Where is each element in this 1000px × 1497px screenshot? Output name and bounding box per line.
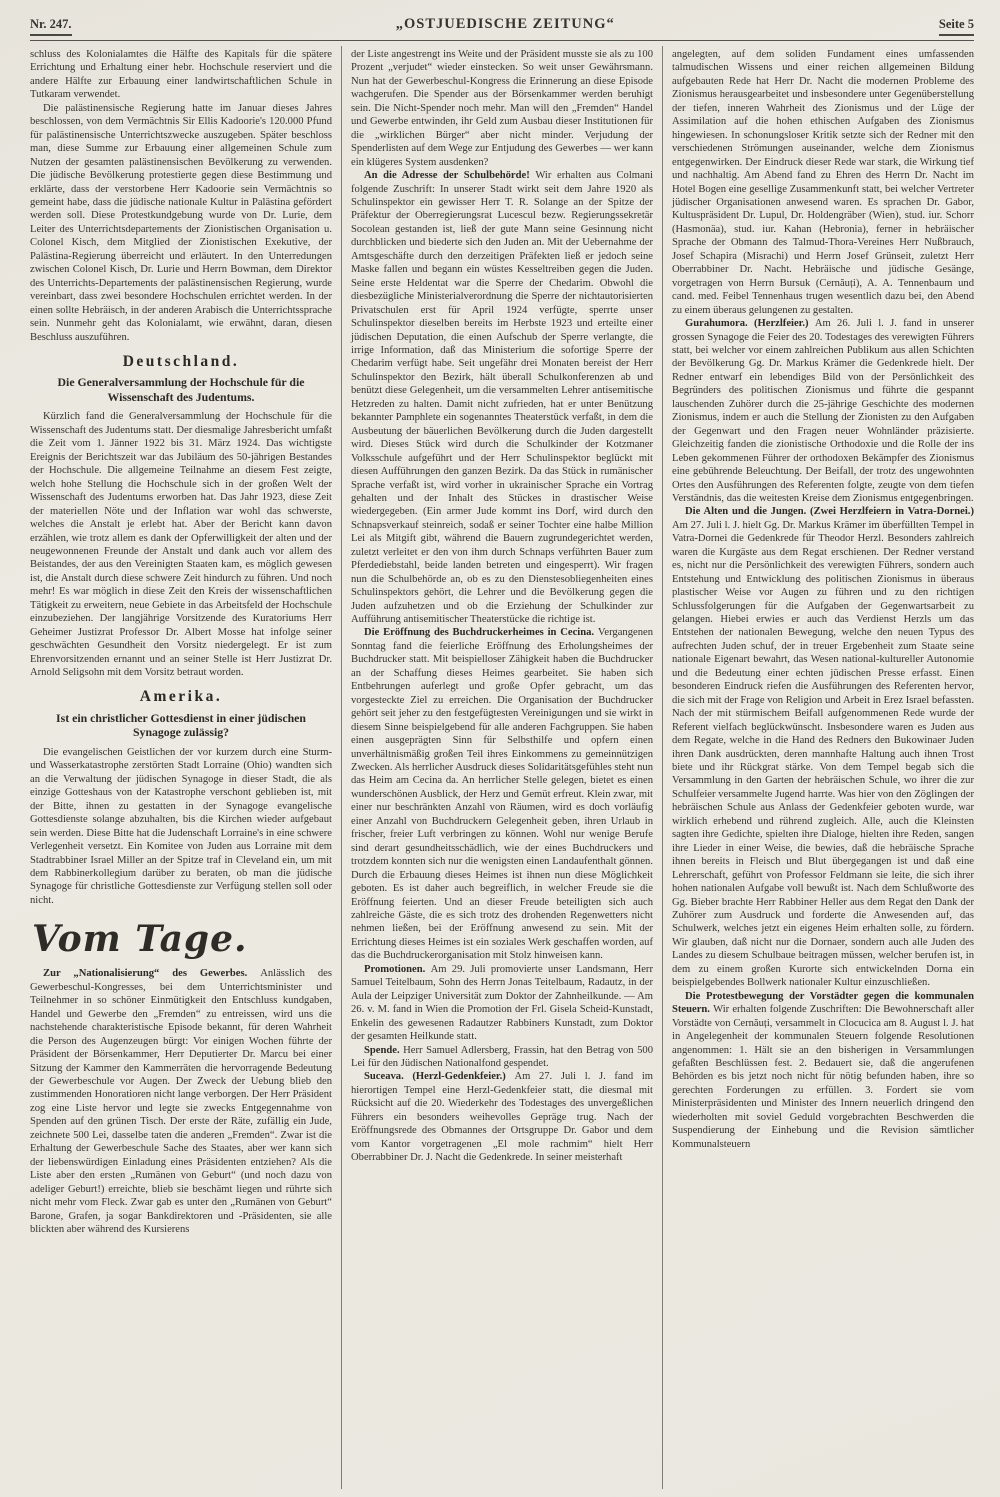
article-paragraph: Kürzlich fand die Generalversammlung der Hochschule für die Wissenschaft des Judentums statt. Der diesmalige Jahresbericht umfaßt die Zeit vom 1. Jänner 1922 bis 31. März 1924. Das wichtigste Ereignis der Berichtszeit war das Jubiläum des 50-jährigen Bestandes der Hochschule. Die allgemeine Teilnahme an diesem Fest zeigte, welch hohe Stellung die Hochschule sich in der großen Welt der Wissenschaft des Judentums erworben hat. Das Jahr 1923, diese Zeit der materiellen Nöte und der Inflation war wohl das schwerste, welches die Anstalt je erlebt hat. Aber der Bericht kann davon erzählen, wie trotz allem es dank der Opferwilligkeit der alten und der neugewonnenen Freunde der Anstalt und dank auch vor allem des Beistandes, der aus den Vereinigten Staaten kam, es möglich gewesen ist, die Anstalt durch diese schwere Zeit hindurch zu führen. Und noch mehr! Es war möglich in diese Zeit den Kreis der wissenschaftlichen Tätigkeit zu erweitern, neue Gebiete in das Arbeitsfeld der Hochschule einzubeziehen. Der langjährige Vorsitzende des Kuratoriums Herr Geheimer Justizrat Professor Dr. Albert Mosse hat infolge seiner geschwächten Gesundheit den Vorsitz niedergelegt. Er ist zum Ehrenvorsitzenden ernannt und an seiner Stelle ist Herr Justizrat Dr. Arnold Seligsohn mit dem Vorsitz betraut worden. [30,411,333,679]
article-paragraph: Spende. Herr Samuel Adlersberg, Frassin, hat den Betrag von 500 Lei für den Jüdischen Nationalfond gespendet. [351,1044,653,1069]
article-paragraph: Die Protestbewegung der Vorstädter gegen die kommunalen Steuern. Wir erhalten folgende Zuschriften: Die Bewohnerschaft aller Vorstädte von Cernăuți, versammelt in Clocucica am 8. August l. J. hat in Angelegenheit der kommunalen Steuern folgende Resolutionen angenommen: 1. Hält sie an den bisherigen in Versammlungen gefaßten Beschlüssen fest. 2. Bedauert sie, daß die angerufenen Behörden es bis jetzt noch nicht für nötig befunden haben, ihre so gerechten Forderungen zu erfüllen. 3. Fordert sie vom Ministerpräsidenten und Minister des Innern neuerlich dringend den wiederholten mit soviel Geduld vorgebrachten Beschwerden die Suspendierung der Einhebung und die Revision sämtlicher Kommunalsteuern [672,990,974,1150]
paragraph-lead: Die Protestbewegung der Vorstädter gegen die kommunalen Steuern. [672,990,974,1016]
article-paragraph: Die Eröffnung des Buchdruckerheimes in Cecina. Vergangenen Sonntag fand die feierliche Eröffnung des Erholungsheimes der Buchdrucker statt. Mit beispielloser Zähigkeit haben die Buchdrucker an der Schaffung dieses Heimes gearbeitet. Sie haben sich Entbehrungen auferlegt und große Opfer gebracht, um das vorgesteckte Ziel zu erreichen. Die Organisation der Buchdrucker gehört seit jeher zu den festgefügtesten Vereinigungen und sie wirkt in diesem Sinne beispielgebend für alle anderen Fachgruppen. Sie haben einen ausgeprägten Sinn für Selbsthilfe und opfern einen unverhältnismäßig großen Teil ihres Einkommens zu gemeinnützigen Zwecken. Als herrlicher Ausdruck dieses Solidaritätsgefühles steht nun das Heim am Cecina da. An herrlicher Stelle gelegen, bietet es einen wunderschönen Ausblick, der Herz und Gemüt erfreut. Klein zwar, mit einer nur beschränkten Anzahl von Räumen, wird es doch vorläufig einer Anzahl von Buchdruckern Gelegenheit geben, ihren Urlaub in frischer, freier Luft verbringen zu können. Wohl nur wenige Berufe sind derart gesundheitsschädlich, wie der eines Buchdruckers und trotzdem konnten sich nur die wenigsten einen Landaufenthalt gönnen. Durch die Erbauung dieses Heimes ist ihnen nun diese Möglichkeit geboten. Es ist daher auch begreiflich, in welcher Freude sie die Eröffnung feierten. Und an dieser Freude beteiligten sich auch zahlreiche Gäste, die es sich trotz des drohenden Regenwetters nicht nehmen ließen, bei der Eröffnung anwesend zu sein. Mit der Errichtung dieses Heimes ist ein soziales Werk geschaffen worden, auf das die Buchdruckerorganisation mit Stolz hinweisen kann. [351,627,653,962]
paragraph-lead: Spende. [364,1044,404,1056]
article-paragraph: Suceava. (Herzl-Gedenkfeier.) Am 27. Juli l. J. fand im hierortigen Tempel eine Herzl-Gedenkfeier statt, die diesmal mit Rücksicht auf die 20. Wiederkehr des Todestages des unvergeßlichen Führers ein besonders weihevolles Gepräge trug. Nach der Eröffnungsrede des Obmannes der Ortsgruppe Dr. Gabor und dem vom Kantor vorgetragenen „El mole rachmim“ hielt Herr Oberrabbiner Dr. J. Nacht die Gedenkrede. In seiner meisterhaft [351,1071,654,1164]
article-paragraph: Zur „Nationalisierung“ des Gewerbes. Anlässlich des Gewerbeschul-Kongresses, bei dem Unterrichtsminister und Teilnehmer in so schöner Einmütigkeit den Entschluss kundgaben, Handel und Gewerbe den „Fremden“ zu entreissen, wird uns die nachstehende charakteristische Episode bekannt, für deren Wahrheit die Person des Augenzeugen bürgt: Vor einigen Wochen führte der Präsident der Börsenkammer, Herr Deputierter Dr. Marcu bei einer Sitzung der Kammer den Kammerräten die hervorragende Bedeutung der Gewerbeschule vor Augen. Der Zweck der Uebung blieb den zustimmenden Honoratioren nicht lange verborgen. Der Herr Präsident zog eine Liste hervor und legte sie zwecks Entgegennahme von Spenden auf den grünen Tisch. Der erste der Räte, zufällig ein Jude, zeichnete 500 Lei, dasselbe taten die anderen „Fremden“. Zwar ist die Erhaltung der Gewerbeschule Sache des Staates, aber wer kann sich der liebenswürdigen Einladung eines Präsidenten entziehen? Als die Liste aber den ersten „Rumänen von Geburt“ (und noch dazu von adeliger Geburt!) erreichte, blieb sie beschämt liegen und rührte sich nicht mehr vom Fleck. Zwar gab es unter den „Rumänen von Geburt“ Barone, Grafen, ja sogar Bankdirektoren und -Präsidenten, sie alle blickten aber während des Kursierens [30,968,332,1235]
article-paragraph: Die palästinensische Regierung hatte im Januar dieses Jahres beschlossen, von dem Vermächtnis Sir Ellis Kadoorie's 120.000 Pfund für palästinensische Unterrichtszwecke auszugeben. Später beschloss man, diese Summe zur Erbauung einer allgemeinen Schule zum Nutzen der gesamten palästinensischen Bevölkerung zu verwenden. Die jüdische Bevölkerung protestierte gegen diese Bestimmung und erklärte, dass der verstorbene Herr Kadoorie sein Vermächtnis so gemeint habe, dass die jüdische nationale Kultur in Palästina gefördert werden soll. Diese Protestkundgebung wurde von Dr. Lurie, dem Leiter des Unterrichtsdepartements der Zionistischen Organisation u. Colonel Kisch, dem Mitglied der Zionistischen Exekutive, der Palästina-Regierung überreicht und erläutert. In den Unterredungen zwischen Colonel Kisch, Dr. Lurie und Herrn Bowman, dem Direktor des Unterrichts-Departements der palästinensischen Regierung, wurde vereinbart, dass zwei besondere Hochschulen errichtet werden. In der einen sollte Hebräisch, in der anderen Arabisch die Unterrichtssprache sein. Nunmehr geht das Kolonialamt, wie erwähnt, daran, diesen Beschluss auszuführen. [30,102,332,343]
paragraph-lead: Gurahumora. (Herzlfeier.) [685,318,815,330]
article-paragraph: angelegten, auf dem soliden Fundament eines umfassenden talmudischen Wissens und einer reichen allgemeinen Bildung aufgebauten Rede hat Herr Dr. Nacht die modernen Probleme des Zionismus herausgearbeitet und insbesondere unter Gegenüberstellung der tiefen, inneren Wahrheit des Zionismus und der Lüge der Assimilation auf die hohen ethischen Aufgaben des Zionismus hingewiesen. In schonungsloser Kritik setzte sich der Redner mit den verschiedenen Strömungen auseinander, welche dem Zionismus entgegenwirken. Der Eindruck dieser Rede war stark, die Wirkung tief und nachhaltig. Am Abend fand zu Ehren des Herrn Dr. Nacht im Hotel Bogen eine gesellige Zusammenkunft statt, bei welcher Vertreter jüdischer Organisationen anwesend waren. Es sprachen Dr. Gabor, Kultuspräsident Dr. Lupul, Dr. Holdengräber (Wien), stud. iur. Schorr (Hasmonäa), stud. iur. Kahan (Hebronia), ferner in hebräischer Sprache der Obmann des Talmud-Thora-Vereines Herr Nußbrauch, Josef Schapira (Misrachi) und Herrn Josef Grünseit, zuletzt Herr Oberrabbiner Dr. Nacht. Hebräische und jüdische Gesänge, vorgetragen von Herrn Bursuk (Cernăuți), A. A. Tennenbaum und cand. med. Feibel Tennenhaus trugen wesentlich dazu bei, den Abend zu einem überaus gelungenen zu gestalten. [672,49,974,316]
paragraph-lead: An die Adresse der Schulbehörde! [364,170,536,182]
issue-number: Nr. 247. [30,17,72,36]
column-1 [30,46,341,1489]
paragraph-lead: Zur „Nationalisierung“ des Gewerbes. [43,968,261,980]
page-number: Seite 5 [939,17,974,36]
section-heading: Deutschland. [122,352,240,370]
article-paragraph: schluss des Kolonialamtes die Hälfte des Kapitals für die spätere Errichtung und Erhaltung einer hebr. Hochschule reserviert und die andere Hälfte zur Erbauung einer landwirtschaftlichen Schule in Tutkaram verwendet. [30,49,332,101]
article-paragraph: Promotionen. Am 29. Juli promovierte unser Landsmann, Herr Samuel Teitelbaum, Sohn des Herrn Jonas Teitelbaum, Radautz, in der Aula der Leipziger Universität zum Doktor der Zahnheilkunde. — Am 26. v. M. fand in Wien die Promotion der Frl. Gisela Scheid-Kunstadt, Enkelin des gewesenen Radautzer Rabbiners Kunstadt, zum Doktor der gesamten Heilkunde statt. [351,963,653,1043]
article-paragraph: Gurahumora. (Herzlfeier.) Am 26. Juli l. J. fand in unserer grossen Synagoge die Feier des 20. Todestages des verewigten Führers statt, bei welcher vor einem zahlreichen Publikum aus allen Schichten der Bevölkerung Gg. Dr. Markus Krämer die Gedenkrede hielt. Der Redner entwarf ein lebendiges Bild von der Persönlichkeit des Begründers des politischen Zionismus und führte die gespannt lauschenden Zuhörer durch die 25-jährige Geschichte des modernen Zionismus, indem er auch die Stellung der Zionisten zu den Aufgaben der Gegenwart und den Fragen neuer Wohnländer präzisierte. Gleichzeitig fanden die zionistische Orthodoxie und die Rolle der ins Leben gekommenen Führer der orthodoxen Bekämpfer des Zionismus eine gebührende Beleuchtung. Der Beifall, der trotz des ungewohnten Ortes den Ausführungen des Referenten folgte, zeugte von dem tiefen Verständnis, das die weitesten Kreise dem Zionismus entgegenbringen. [672,318,974,504]
newspaper-title: „OSTJUEDISCHE ZEITUNG“ [395,16,615,32]
article-headline: Die Generalversammlung der Hochschule für die Wissenschaft des Judentums. [57,375,305,404]
section-heading: Amerika. [139,688,223,706]
masthead-rule [30,40,974,41]
rubric-heading: Vom Tage. [32,918,248,961]
article-paragraph: Die evangelischen Geistlichen der vor kurzem durch eine Sturm- und Wasserkatastrophe zerstörten Stadt Lorraine (Ohio) wandten sich an die Verwaltung der jüdischen Synagoge in dieser Stadt, die als einzige Gotteshaus von der Katastrophe verschont geblieben ist, mit der Bitte, ihnen zu gestatten in der Synagoge evangelische Gottesdienste solange abzuhalten, bis die Kirchen wieder aufgebaut sein werden. Diese Bitte hat die Judenschaft Lorraine's in eine schwere Verlegenheit versetzt. Ein Komitee von Juden aus Lorraine mit dem Stadtrabbiner Israel Miller an der Spitze traf in Cleveland ein, um mit dem Rabbinerkollegium darüber zu beraten, ob man die jüdische Synagoge für christliche Gottesdienste zur Verfügung stellen soll oder nicht. [30,746,332,906]
article-headline: Ist ein christlicher Gottesdienst in einer jüdischen Synagoge zulässig? [56,710,306,740]
paragraph-lead: Promotionen. [364,963,431,975]
article-paragraph: An die Adresse der Schulbehörde! Wir erhalten aus Colmani folgende Zuschrift: In unserer Stadt wirkt seit dem Jahre 1920 als Schulinspektor ein gewisser Herr T. R. Solange an der Spitze der Präfektur der Oberregierungsrat Lucescul bezw. Regierungssekretär Socolean gestanden ist, ließ der gute Mann seine Gesinnung nicht durchblicken und biederte sich den Juden an. Mit der Uebernahme der Amtsgeschäfte durch den derzeitigen Präfekten ließ er jedoch seine Maske fallen und begann ein wüstes Kesseltreiben gegen die Juden. Seine erste Heldentat war die Sperre der Chedarim. Obwohl die diesbezügliche Ministerialverordnung die Sperre der nichtautorisierten Privatschulen erst für April 1924 verfügte, sperrte unser Schulinspektor dieselben bereits im Herbste 1923 und erteilte einer jüdischen Deputation, die einen Aufschub der Sperre verlangte, die irrige Information, daß das Ministerium die sofortige Sperre der Chedarim verfügt habe. Seit ungefähr drei Monaten bereist der Herr Schulinspektor den Bezirk, hält überall Schulkonferenzen ab und benützt diese Gelegenheit, um die versammelten Lehrer antisemitische Hetzreden zu halten. Damit nicht zufrieden, hat er unter Benützung bekannter Pamphlete ein sogenanntes Theaterstück verfaßt, in dem die Ausbeutung der bäuerlichen Bevölkerung durch die Juden dargestellt wird. Dieses Stück wird durch die Schulkinder der Kotzmaner Volksschule aufgeführt und der Herr Schulinspektor beglückt mit diesen Aufführungen den ganzen Bezirk. Da das Stück in rumänischer Sprache verfaßt ist, wird vorher in ukrainischer Sprache ein Vortrag gehalten und der Inhalt des Stückes in drastischer Weise wiedergegeben. (Ein armer Jude kommt ins Dorf, wird durch den Schnapsverkauf steinreich, sodaß er seiner Tochter eine halbe Million Lei als Mitgift gibt, während die Bauern zugrundegerichtet werden, zuletzt verleitet er den von ihm durch Schnaps verführten Bauer zum Pferdediebstahl, beide landen betreten und eingesperrt). Wir fragen nun die Schulbehörde an, ob es zu den Dienstesobliegenheiten eines Schulinspektors gehört, die Lehrer und die Bevölkerung gegen die Juden aufzuhetzen und ob die Erziehung der Schulkinder zur Aufführung antisemitischer Theaterstücke die richtige ist. [351,170,653,626]
article-columns [30,46,974,1489]
masthead [30,16,974,36]
column-3 [663,46,974,1489]
paragraph-lead: Die Alten und die Jungen. (Zwei Herzlfeiern in Vatra-Dornei.) [685,506,974,518]
article-paragraph: der Liste angestrengt ins Weite und der Präsident musste sie als zu 100 Prozent „verjudet“ wieder einstecken. So weit unser Gewährsmann. Nun hat der Gewerbeschul-Kongress die Erinnerung an diese Episode wachgerufen. Die Spender aus der Börsenkammer werden beruhigt sein. Die Nicht-Spender noch mehr. Man will den „Fremden“ Handel und Gewerbe entwinden, ihr Geld zum Ausbau dieser Institutionen für die „wirklichen Bürger“ aber nicht minder. Verjudung der Spenderlisten auf dem Wege zur Entjudung des Gewerbes — wer kann ein klügeres System ausdenken? [351,49,653,168]
paragraph-lead: Die Eröffnung des Buchdruckerheimes in Cecina. [364,627,598,639]
article-paragraph: Die Alten und die Jungen. (Zwei Herzlfeiern in Vatra-Dornei.) Am 27. Juli l. J. hielt Gg. Dr. Markus Krämer im überfüllten Tempel in Vatra-Dornei die Gedenkrede für Theodor Herzl. Besonders zahlreich waren die Kurgäste aus dem Regat erschienen. Der Redner verstand es, nicht nur die Persönlichkeit des verewigten Führers, sondern auch Entstehung und Entwicklung des politischen Zionismus in überaus plastischer Weise vor Augen zu führen und zu den richtigen Schlussfolgerungen für die Aufgaben der Gegenwartsarbeit zu gelangen. Hiebei erwies er auch das Verdienst Herzls um das Entstehen der nationalen Bewegung, welche den neuen Typus des aufrechten Juden schuf, der in treuer Ergebenheit zum Staate seine nationale Eigenart bewahrt, das Wesen national-kultureller Autonomie und die Bedeutung einer echten jüdischen Presse erfasst. Einen besonderen Eindruck riefen die Ausführungen des Referenten hervor, die sich mit der Frage von Religion und Arbeit in Erez Israel befassten. Nach der mit stürmischem Beifall aufgenommenen Rede wurde der Referent vielfach beglückwünscht. Insbesondere waren es Juden aus dem Regate, welche in die Hand des Redners den Bukowinaer Juden ihren Dank ausdrückten, deren mannhafte Haltung auch ihnen Trost biete und ihr Rückgrat stärke. Von dem Tempel begab sich die Versammlung in den Garten der hebräischen Schule, wo ihrer die zur Schulfeier versammelte Jugend harrte. Was hier von den Zöglingen der hebräischen Schule aus Anlass der Gedenkfeier geboten wurde, war wirklich erhebend und rührend zugleich. Alle, auch die Kleinsten sagten ihre Gedichte, spielten ihre Dialoge, hielten ihre Reden, sangen ihre Lieder in einer Weise, die bewies, daß die hebräische Sprache ihnen bereits in Fleisch und Blut übergegangen ist und daß eine Lehrerschaft, geführt von Professor Feldmann sie leite, die sich ihrer hohen nationalen Aufgabe voll bewußt ist. Nach dem Schlußworte des Gg. Bieber brachte Herr Rabbiner Heller aus dem Regat den Dank der Zuhörer zum Ausdruck und forderte die Anwesenden auf, das Schulwerk, welches jetzt ein eigenes Heim erhalten solle, zu fördern. Wir glauben, daß nicht nur die Dornaer, sondern auch alle Juden des Landes zu diesem Schulbaue beitragen müssen, welcher berufen ist, in dem zu einem großen Kurorte sich entwickelnden Dorna ein beispielgebendes Bollwerk nationaler Kultur einzuschließen. [672,506,974,989]
column-2 [342,46,662,1489]
paragraph-lead: Suceava. (Herzl-Gedenkfeier.) [364,1071,515,1083]
